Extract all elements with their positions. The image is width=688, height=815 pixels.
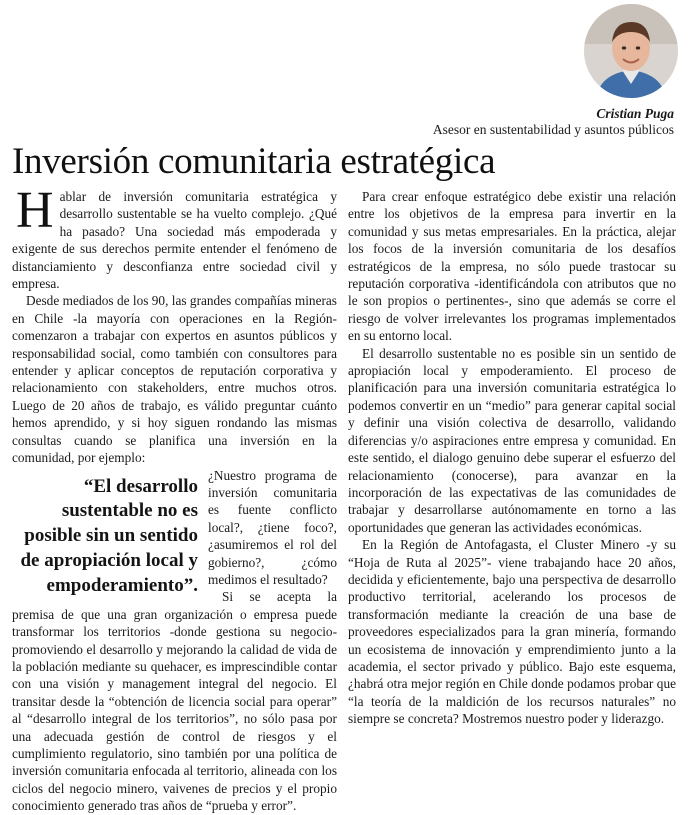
column-left [12, 182, 337, 815]
pull-quote: “El desarrollo sustentable no es posible sin un sentido de apropiación local y empoderamiento”. [20, 475, 198, 596]
author-name: Cristian Puga [596, 106, 674, 121]
paragraph-2b: ¿Nuestro programa de inversión comunitaria es fuente conflicto local?, ¿tiene foco?, ¿asumiremos el rol del gobierno?, ¿cómo medimos el resultado? [208, 467, 337, 587]
paragraph-5: El desarrollo sustentable no es posible sin un sentido de apropiación local y empoderamiento. El proceso de planificación para una inversión comunitaria estratégica lo podemos convertir en un “medio” para generar capital social y definir una visión colectiva de desarrollo, validando diferencias y/o aspiraciones entre empresa y comunidad. En este sentido, el dialogo genuino debe superar el esfuerzo del relacionamiento (conocerse), para avanzar en la incorporación de las expectativas de las comunidades de trabajar y desarrollarse autónomamente en torno a las oportunidades que generan las actividades económicas. [348, 345, 676, 535]
paragraph-3: Si se acepta la premisa de que una gran organización o empresa puede transformar los territorios -donde gestiona su negocio- promoviendo el desarrollo y mejorando la calidad de vida de la población mediante su quehacer, es imprescindible contar con una visión y management integral del negocio. El transitar desde la “obtención de licencia social para operar” al “desarrollo integral de los territorios”, no sólo pasa por una adecuada gestión de control de riesgos y el cumplimiento regulatorio, sino también por una política de inversión comunitaria enfocada al territorio, alineada con los ciclos del negocio minero, vaivenes de precios y el propio conocimiento generado tras años de “prueba y error”. [12, 589, 337, 814]
article-title: Inversión comunitaria estratégica [12, 141, 496, 182]
author-photo [584, 4, 678, 98]
paragraph-6: En la Región de Antofagasta, el Cluster Minero -y su “Hoja de Ruta al 2025”- viene trabajando hace 20 años, decidida y eficientemente, bajo una perspectiva de desarrollo productivo territorial, acelerando los procesos de transformación mediante la creación de una base de proveedores especializados para la gran minería, formando un ecosistema de innovación y emprendimiento junto a la academia, el sector privado y público. Bajo este esquema, ¿habrá otra mejor región en Chile donde podamos probar que “la teoría de la maldición de los recursos naturales” no siempre se concreta? Mostremos nuestro poder y liderazgo. [348, 537, 676, 727]
paragraph-1-text: ablar de inversión comunitaria estratégica y desarrollo sustentable se ha vuelto complejo. ¿Qué ha pasado? Una sociedad más empoderada y exigente de sus derechos permite entender el fenómeno de distanciamiento y desconfianza entre sociedad civil y empresa. [12, 189, 337, 292]
author-role: Asesor en sustentabilidad y asuntos públicos [432, 122, 674, 137]
drop-cap: H [16, 182, 54, 239]
paragraph-4: Para crear enfoque estratégico debe existir una relación entre los objetivos de la empresa para invertir en la comunidad y sus metas empresariales. En la práctica, alejar los focos de la inversión comunitaria de los desafíos estratégicos de la empresa, no sólo puede trastocar su reputación corporativa -identificándola con atributos que no le son propios o pertinentes-, sino que además se corre el riesgo de volver irrelevantes los programas implementados en su entorno local. [348, 189, 676, 344]
author-byline [433, 106, 674, 138]
paragraph-1 [12, 182, 337, 292]
paragraph-2: Desde mediados de los 90, las grandes compañías mineras en Chile -la mayoría con operaciones en la Región- comenzaron a trabajar con expertos en asuntos públicos y responsabilidad social, como también con consultores para entender y aplicar conceptos de reputación corporativa y relacionamiento con stakeholders, entre muchos otros. Luego de 20 años de trabajo, es válido preguntar cuánto hemos aprendido, y si hoy siguen rondando las mismas consultas cuando se planifica una inversión en la comunidad, por ejemplo: [12, 293, 337, 466]
column-right [348, 188, 676, 728]
